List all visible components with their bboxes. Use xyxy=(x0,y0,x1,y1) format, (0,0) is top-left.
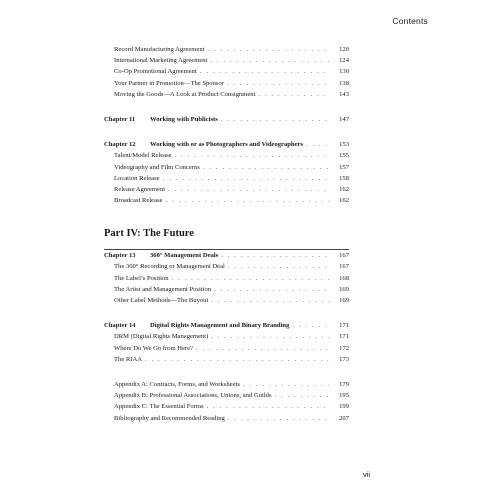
leader-dots xyxy=(228,263,330,270)
leader-dots xyxy=(145,356,330,363)
leader-dots xyxy=(221,252,330,259)
toc-entry[interactable] xyxy=(104,286,349,297)
toc-appendix[interactable] xyxy=(104,381,349,392)
leader-dots xyxy=(207,46,330,53)
toc-entry-page: 172 xyxy=(339,344,349,352)
leader-dots xyxy=(203,164,330,171)
toc-entry-page: 173 xyxy=(339,355,349,363)
toc-entry-page: 167 xyxy=(339,263,349,271)
toc-entry[interactable] xyxy=(104,297,349,308)
chapter-number: Chapter 14 xyxy=(104,322,136,330)
leader-dots xyxy=(175,152,330,159)
toc-entry[interactable] xyxy=(104,152,349,163)
leader-dots xyxy=(172,275,330,282)
chapter-number: Chapter 11 xyxy=(104,115,136,123)
toc-entry-page: 162 xyxy=(339,185,349,193)
leader-dots xyxy=(168,186,330,193)
toc-chapter-12[interactable] xyxy=(104,141,349,152)
part-divider-rule xyxy=(104,249,349,250)
toc-entry-page: 179 xyxy=(339,380,349,388)
toc-entry[interactable] xyxy=(104,164,349,175)
toc-entry-page: 169 xyxy=(339,285,349,293)
toc-appendix[interactable] xyxy=(104,403,349,414)
leader-dots xyxy=(228,415,330,422)
toc-entry-page: 124 xyxy=(339,57,349,65)
toc-entry[interactable] xyxy=(104,175,349,186)
toc-appendix[interactable] xyxy=(104,392,349,403)
table-of-contents xyxy=(104,46,349,426)
leader-dots xyxy=(196,345,330,352)
toc-entry-title: The Artist and Management Position xyxy=(114,285,212,293)
toc-entry[interactable] xyxy=(104,345,349,356)
part-heading[interactable]: Part IV: The Future xyxy=(104,228,194,240)
chapter-page: 171 xyxy=(339,322,349,330)
toc-entry[interactable] xyxy=(104,57,349,68)
toc-entry[interactable] xyxy=(104,46,349,57)
leader-dots xyxy=(211,333,330,340)
leader-dots xyxy=(166,197,330,204)
toc-chapter-13[interactable] xyxy=(104,252,349,263)
toc-entry-page: 138 xyxy=(339,79,349,87)
toc-chapter-11[interactable] xyxy=(104,116,349,127)
toc-entry-title: Where Do We Go from Here? xyxy=(114,344,193,352)
toc-entry-title: Other Label Methods—The Buyout xyxy=(114,297,209,304)
chapter-page: 167 xyxy=(339,252,349,260)
chapter-title: Working with Publicists xyxy=(150,115,218,123)
page-number: vii xyxy=(363,470,371,479)
toc-entry-page: 158 xyxy=(339,174,349,182)
toc-entry[interactable] xyxy=(104,333,349,344)
chapter-number: Chapter 13 xyxy=(104,252,136,260)
leader-dots xyxy=(207,403,330,410)
leader-dots xyxy=(243,381,330,388)
toc-chapter-14[interactable] xyxy=(104,322,349,333)
leader-dots xyxy=(292,322,330,329)
toc-entry-page: 168 xyxy=(339,274,349,282)
toc-entry-title: DRM (Digital Rights Management) xyxy=(114,333,209,341)
toc-entry-page: 162 xyxy=(339,197,349,205)
toc-entry-title: Appendix A: Contracts, Forms, and Worksheets xyxy=(114,380,240,388)
toc-entry-title: Appendix B: Professional Associations, Unions, and Guilds xyxy=(114,392,272,400)
running-head: Contents xyxy=(392,16,428,26)
toc-entry-title: Bibliography and Recommended Reading xyxy=(114,414,225,422)
toc-appendix[interactable] xyxy=(104,415,349,426)
toc-entry-page: 157 xyxy=(339,163,349,171)
toc-entry-page: 120 xyxy=(339,46,349,53)
chapter-title: Working with or as Photographers and Videographers xyxy=(150,141,304,149)
leader-dots xyxy=(227,80,330,87)
toc-entry-page: 155 xyxy=(339,152,349,160)
toc-entry-page: 199 xyxy=(339,403,349,411)
toc-entry-title: Location Release xyxy=(114,174,160,182)
toc-entry-title: Release Agreement xyxy=(114,185,166,193)
toc-entry-title: Broadcast Release xyxy=(114,197,163,205)
toc-entry-title: Record Manufacturing Agreement xyxy=(114,46,205,53)
toc-entry-title: Your Partner in Promotion—The Sponsor xyxy=(114,79,224,87)
leader-dots xyxy=(211,297,330,304)
leader-dots xyxy=(214,286,330,293)
toc-entry-title: Videography and Film Concerns xyxy=(114,163,200,171)
toc-entry-page: 143 xyxy=(339,90,349,98)
toc-entry[interactable] xyxy=(104,68,349,79)
leader-dots xyxy=(258,91,330,98)
toc-entry-page: 195 xyxy=(339,392,349,400)
toc-entry[interactable] xyxy=(104,197,349,208)
toc-entry-title: Co-Op Promotional Agreement xyxy=(114,68,197,76)
toc-entry-page: 130 xyxy=(339,68,349,76)
leader-dots xyxy=(221,116,330,123)
toc-entry[interactable] xyxy=(104,275,349,286)
chapter-page: 147 xyxy=(339,115,349,123)
chapter-title: 360° Management Deals xyxy=(150,252,219,260)
toc-entry-title: Appendix C: The Essential Forms xyxy=(114,403,204,411)
chapter-page: 153 xyxy=(339,141,349,149)
leader-dots xyxy=(163,175,330,182)
leader-dots xyxy=(306,141,330,148)
toc-entry-title: Talent/Model Release xyxy=(114,152,172,160)
leader-dots xyxy=(210,57,330,64)
chapter-title: Digital Rights Management and Binary Branding xyxy=(150,322,290,330)
toc-entry-page: 207 xyxy=(339,414,349,422)
toc-entry-title: International Marketing Agreement xyxy=(114,57,208,65)
toc-entry[interactable] xyxy=(104,263,349,274)
toc-entry-page: 171 xyxy=(339,333,349,341)
toc-entry[interactable] xyxy=(104,91,349,102)
toc-entry-title: The Label’s Position xyxy=(114,274,169,282)
toc-entry[interactable] xyxy=(104,356,349,367)
leader-dots xyxy=(275,392,330,399)
toc-entry-title: The RIAA xyxy=(114,355,143,363)
toc-entry[interactable] xyxy=(104,80,349,91)
toc-entry-page: 169 xyxy=(339,297,349,304)
toc-entry[interactable] xyxy=(104,186,349,197)
toc-entry-title: The 360° Recording or Management Deal xyxy=(114,263,225,271)
toc-entry-title: Moving the Goods—A Look at Product Consignment xyxy=(114,90,256,98)
chapter-number: Chapter 12 xyxy=(104,141,136,149)
leader-dots xyxy=(200,68,330,75)
